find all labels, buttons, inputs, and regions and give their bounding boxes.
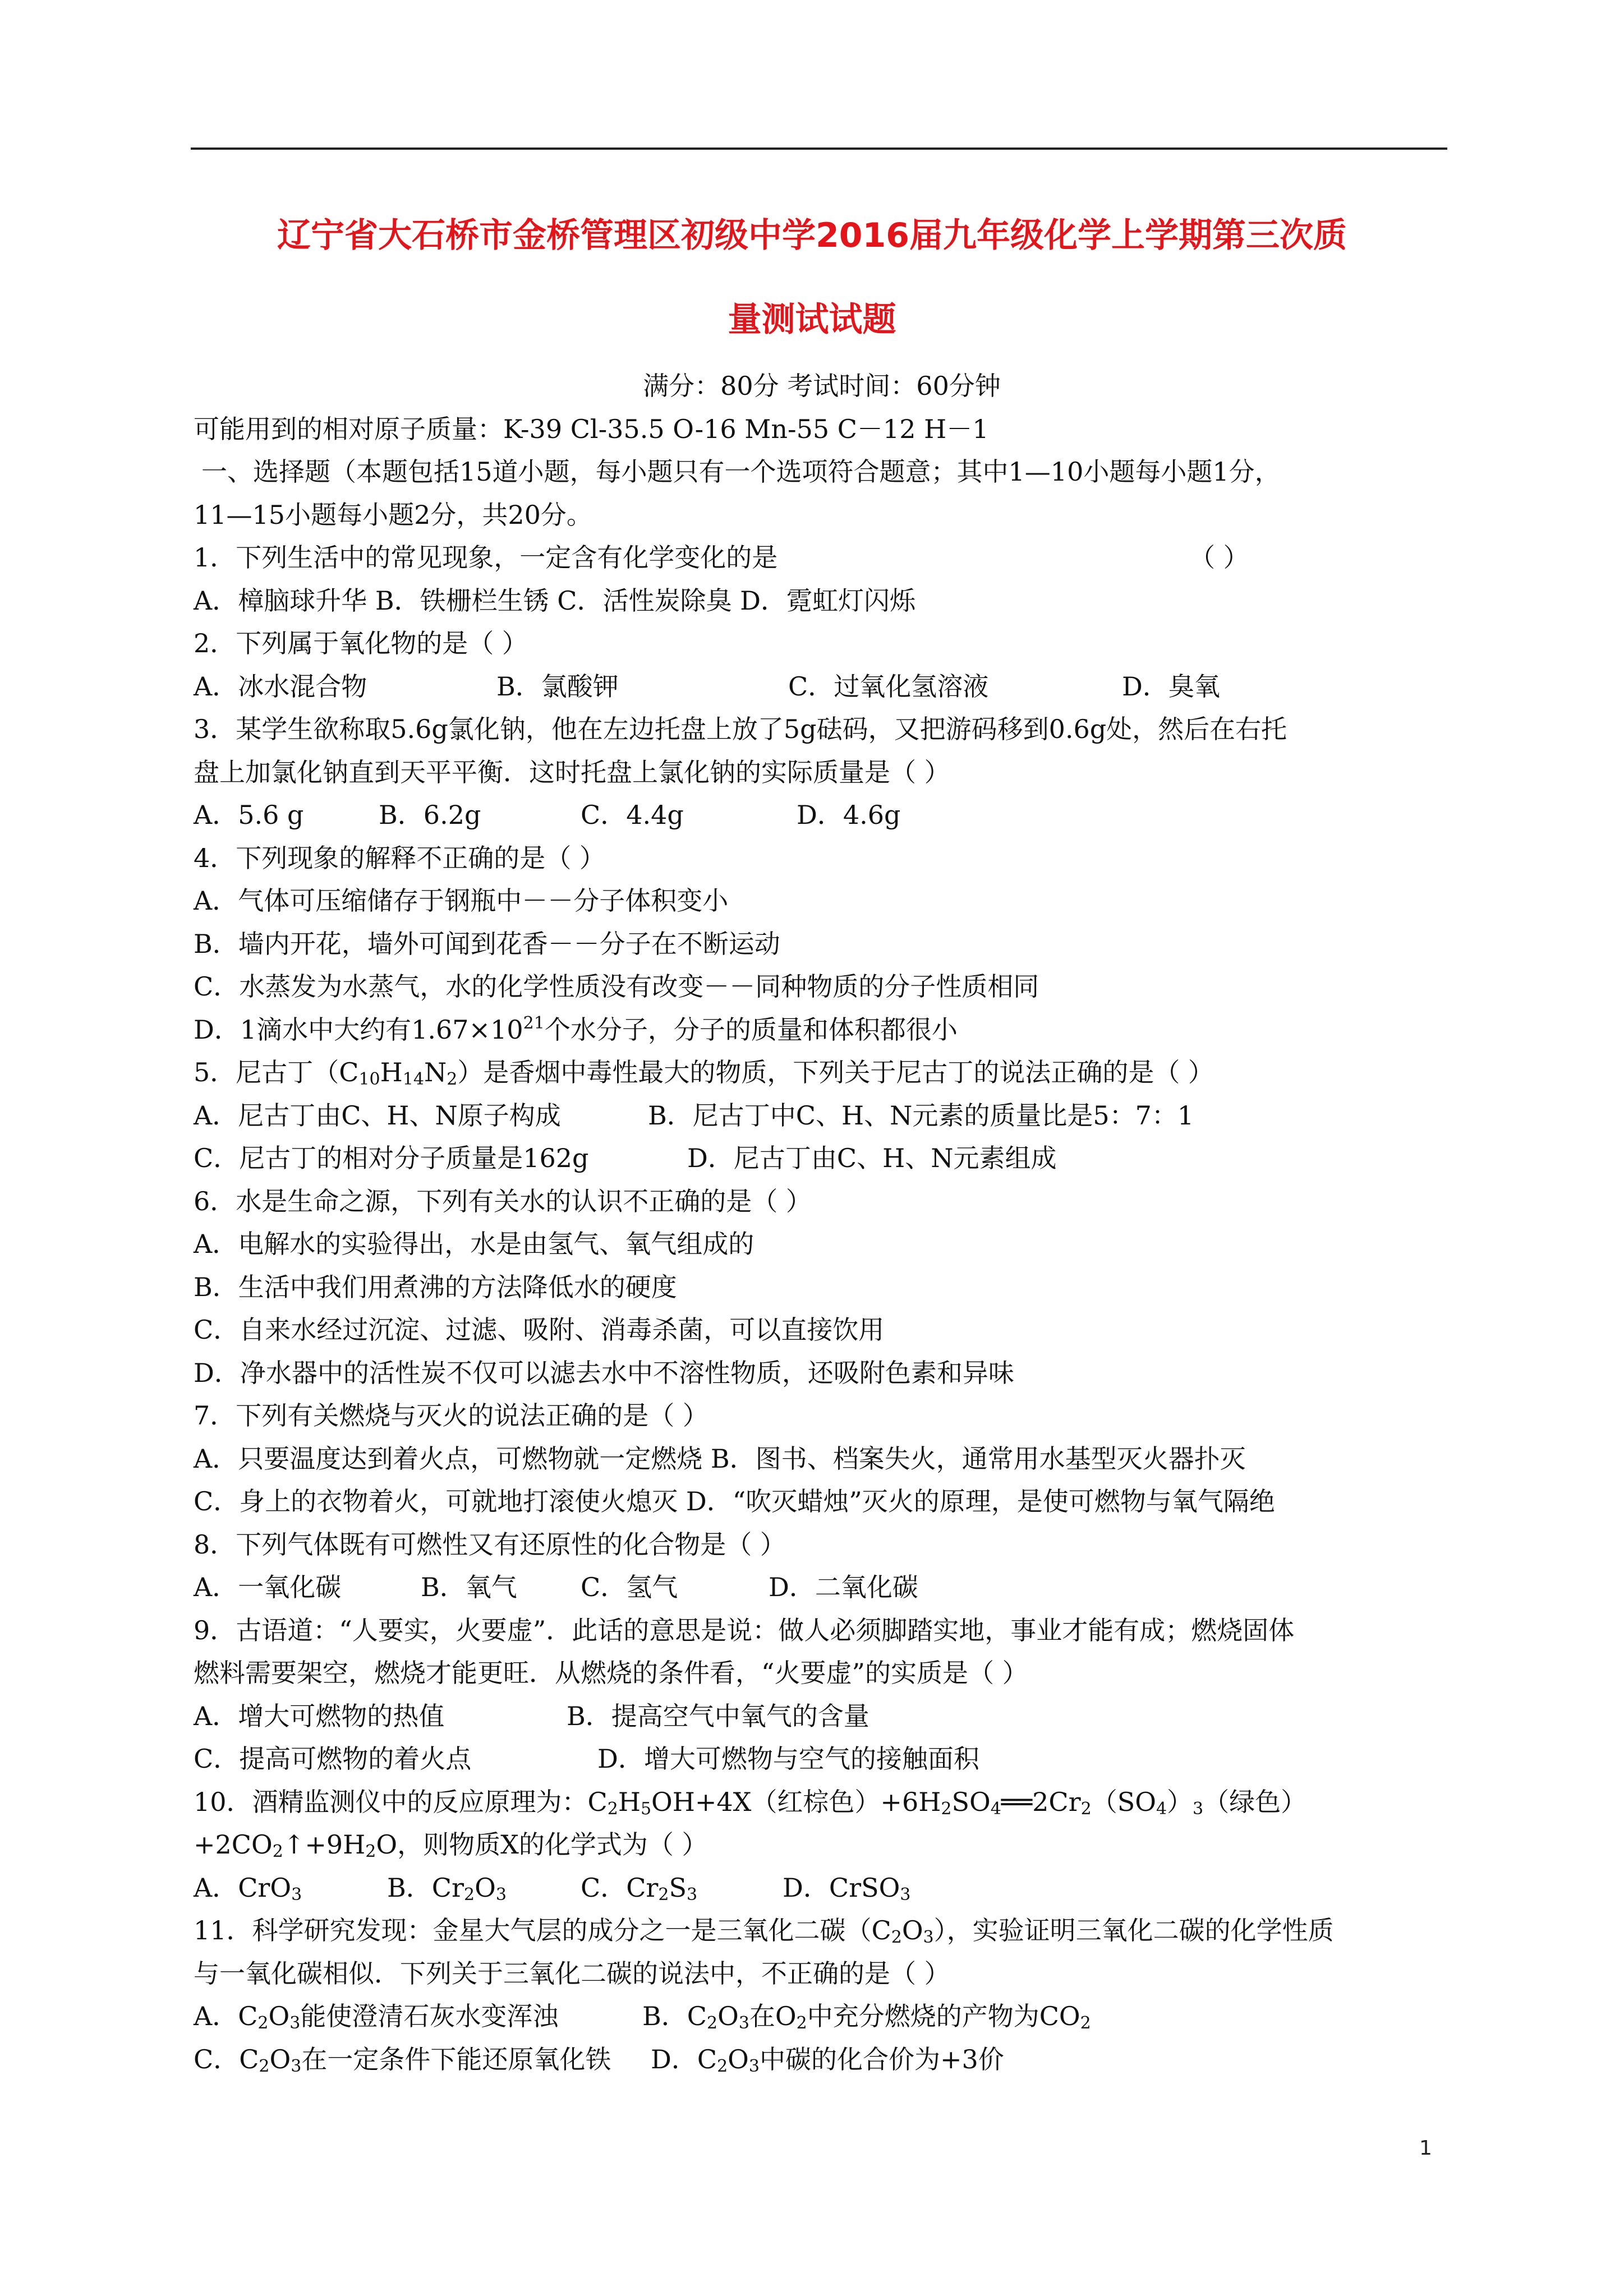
q11-text: C．C xyxy=(194,2044,259,2074)
q5-option-d: D．尼古丁由C、H、N元素组成 xyxy=(687,1143,1057,1173)
q10-text: ══2Cr xyxy=(1001,1786,1081,1817)
question-9-options-cd xyxy=(194,1737,1450,1781)
q5-sub: 10 xyxy=(358,1069,380,1089)
q7-options-cd: C．身上的衣物着火，可就地打滚使火熄灭 D．“吹灭蜡烛”灭火的原理，是使可燃物与氧气隔绝 xyxy=(194,1486,1275,1516)
q5-option-c: C．尼古丁的相对分子质量是162g xyxy=(194,1143,589,1173)
q10-text: ↑+9H xyxy=(283,1829,366,1860)
q10-sub: 2 xyxy=(272,1842,283,1861)
question-8-stem: 8．下列气体既有可燃性又有还原性的化合物是（ ） xyxy=(194,1529,786,1560)
q10-option-b xyxy=(387,1866,581,1910)
question-9-stem-1: 9．古语道：“人要实，火要虚”．此话的意思是说：做人必须脚踏实地，事业才能有成；燃烧固体 xyxy=(194,1615,1295,1645)
q10-b-text: B．Cr xyxy=(387,1872,464,1903)
q1-stem-text: 1．下列生活中的常见现象，一定含有化学变化的是 xyxy=(194,542,778,573)
q10-sub: 3 xyxy=(687,1884,698,1905)
question-11-options-ab xyxy=(194,1995,1450,2038)
q10-sub: 2 xyxy=(607,1799,618,1819)
q10-sub: 3 xyxy=(495,1884,507,1905)
question-3-options xyxy=(194,794,1450,837)
q11-text: A．C xyxy=(194,2001,258,2031)
q11-sub: 3 xyxy=(291,2056,302,2076)
q5-n: N xyxy=(424,1057,447,1087)
q10-sub: 2 xyxy=(365,1842,376,1861)
q11-text: 中充分燃烧的产物为CO xyxy=(807,2001,1080,2031)
question-4-stem: 4．下列现象的解释不正确的是（ ） xyxy=(194,842,605,873)
q11-text: O xyxy=(268,2001,290,2031)
q2-option-a: A．冰水混合物 xyxy=(194,671,367,702)
q3-option-c: C．4.4g xyxy=(581,800,684,830)
q11-text: 11．科学研究发现：金星大气层的成分之一是三氧化二碳（C xyxy=(194,1915,891,1945)
q9-option-c: C．提高可燃物的着火点 xyxy=(194,1744,472,1774)
q11-option-b xyxy=(642,2001,1091,2031)
page-number: 1 xyxy=(1419,2137,1432,2160)
q11-text: 能使澄清石灰水变浑浊 xyxy=(300,2001,559,2031)
question-10-stem-2 xyxy=(194,1823,1450,1866)
q11-text: 中碳的化合价为+3价 xyxy=(759,2044,1004,2074)
q6-option-a: A．电解水的实验得出，水是由氢气、氧气组成的 xyxy=(194,1229,755,1259)
q11-text: 在一定条件下能还原氧化铁 xyxy=(301,2044,611,2074)
q4-d-exponent: 21 xyxy=(523,1013,545,1033)
question-3-stem-2: 盘上加氯化钠直到天平平衡．这时托盘上氯化钠的实际质量是（ ） xyxy=(194,757,950,787)
q11-text: O xyxy=(717,2001,739,2031)
q10-text: SO xyxy=(951,1786,991,1817)
q10-option-c xyxy=(581,1866,783,1910)
q10-text: OH+4X（红棕色）+6H xyxy=(651,1786,941,1817)
q5-stem-text-2: ）是香烟中毒性最大的物质，下列关于尼古丁的说法正确的是（ ） xyxy=(457,1057,1214,1087)
q11-sub: 2 xyxy=(1080,2013,1091,2033)
q5-option-b: B．尼古丁中C、H、N元素的质量比是5：7：1 xyxy=(648,1100,1194,1131)
q11-text: O xyxy=(269,2044,291,2074)
q4-option-c: C．水蒸发为水蒸气，水的化学性质没有改变－－同种物质的分子性质相同 xyxy=(194,971,1039,1002)
q4-option-b: B．墙内开花，墙外可闻到花香－－分子在不断运动 xyxy=(194,928,780,959)
q10-d-text: D．CrSO xyxy=(783,1872,900,1903)
exam-info: 满分：80分 考试时间：60分钟 xyxy=(643,371,1001,401)
q10-text: +2CO xyxy=(194,1829,273,1860)
q2-option-d: D．臭氧 xyxy=(1122,671,1220,702)
section-heading-2: 11—15小题每小题2分，共20分。 xyxy=(194,499,592,530)
q8-option-d: D．二氧化碳 xyxy=(769,1572,918,1602)
atomic-masses: 可能用到的相对原子质量：K-39 Cl-35.5 O-16 Mn-55 C－12 H－1 xyxy=(194,413,989,444)
q8-option-c: C．氢气 xyxy=(581,1572,678,1602)
section-heading-1: 一、选择题（本题包括15道小题，每小题只有一个选项符合题意；其中1—10小题每小题1分， xyxy=(201,457,1281,487)
question-1-stem xyxy=(194,536,1450,579)
q11-option-a xyxy=(194,1995,642,2038)
q11-option-c xyxy=(194,2038,651,2081)
q1-answer-bracket: （ ） xyxy=(1189,542,1249,573)
question-11-options-cd xyxy=(194,2038,1450,2081)
q11-text: O xyxy=(901,1915,923,1945)
q11-sub: 2 xyxy=(891,1928,902,1947)
q10-text: O，则物质X的化学式为（ ） xyxy=(376,1829,708,1860)
q3-option-b: B．6.2g xyxy=(379,800,481,830)
q10-sub: 3 xyxy=(900,1884,911,1905)
question-10-stem-1 xyxy=(194,1781,1450,1824)
q11-text: B．C xyxy=(642,2001,707,2031)
question-9-stem-2: 燃料需要架空，燃烧才能更旺．从燃烧的条件看，“火要虚”的实质是（ ） xyxy=(194,1658,1028,1688)
q11-sub: 2 xyxy=(259,2056,270,2076)
q5-option-a: A．尼古丁由C、H、N原子构成 xyxy=(194,1100,561,1131)
q6-option-c: C．自来水经过沉淀、过滤、吸附、消毒杀菌，可以直接饮用 xyxy=(194,1315,885,1345)
q6-option-d: D．净水器中的活性炭不仅可以滤去水中不溶性物质，还吸附色素和异味 xyxy=(194,1357,1014,1388)
q2-option-c: C．过氧化氢溶液 xyxy=(788,671,989,702)
q2-option-b: B．氯酸钾 xyxy=(496,671,619,702)
q10-text: H xyxy=(618,1786,641,1817)
q4-option-a: A．气体可压缩储存于钢瓶中－－分子体积变小 xyxy=(194,886,729,916)
q11-sub: 3 xyxy=(748,2056,760,2076)
question-5-options-cd xyxy=(194,1137,1450,1180)
question-8-options xyxy=(194,1566,1450,1609)
q9-option-b: B．提高空气中氧气的含量 xyxy=(567,1700,869,1731)
question-2-stem: 2．下列属于氧化物的是（ ） xyxy=(194,628,528,658)
exam-content xyxy=(194,365,1450,2081)
q11-text: 在O xyxy=(749,2001,797,2031)
q7-options-ab: A．只要温度达到着火点，可燃物就一定燃烧 B．图书、档案失火，通常用水基型灭火器扑灭 xyxy=(194,1443,1246,1474)
exam-title-line2: 量测试试题 xyxy=(728,300,896,339)
q11-sub: 3 xyxy=(738,2013,749,2033)
q10-c-text: S xyxy=(669,1872,687,1903)
q10-a-text: A．CrO xyxy=(194,1872,292,1903)
q10-text: ） xyxy=(1167,1786,1193,1817)
q11-sub: 2 xyxy=(796,2013,807,2033)
question-7-stem: 7．下列有关燃烧与灭火的说法正确的是（ ） xyxy=(194,1400,709,1431)
question-11-stem-1 xyxy=(194,1909,1450,1952)
q4-option-d xyxy=(194,1008,1450,1052)
q5-h: H xyxy=(380,1057,403,1087)
q8-option-b: B．氧气 xyxy=(421,1572,517,1602)
q11-text: ），实验证明三氧化二碳的化学性质 xyxy=(933,1915,1334,1945)
q10-text: 10．酒精监测仪中的反应原理为：C xyxy=(194,1786,608,1817)
q10-sub: 3 xyxy=(291,1884,302,1905)
question-5-options-ab xyxy=(194,1094,1450,1137)
q5-sub: 14 xyxy=(402,1069,424,1089)
q5-stem-text: 5．尼古丁（C xyxy=(194,1057,359,1087)
q10-sub: 2 xyxy=(1080,1799,1092,1819)
q3-option-a: A．5.6 g xyxy=(194,800,304,830)
q11-sub: 2 xyxy=(257,2013,269,2033)
question-1-options: A．樟脑球升华 B．铁栅栏生锈 C．活性炭除臭 D．霓虹灯闪烁 xyxy=(194,585,915,616)
question-11-stem-2: 与一氧化碳相似．下列关于三氧化二碳的说法中，不正确的是（ ） xyxy=(194,1958,950,1989)
q11-text: O xyxy=(728,2044,749,2074)
q11-option-d xyxy=(651,2044,1004,2074)
q11-sub: 2 xyxy=(707,2013,718,2033)
q11-sub: 2 xyxy=(717,2056,728,2076)
question-9-options-ab xyxy=(194,1695,1450,1738)
q10-sub: 2 xyxy=(658,1884,669,1905)
q10-option-d xyxy=(783,1873,910,1903)
q10-c-text: C．Cr xyxy=(581,1872,659,1903)
q9-option-d: D．增大可燃物与空气的接触面积 xyxy=(597,1744,979,1774)
q4-d-text-2: 个水分子，分子的质量和体积都很小 xyxy=(544,1014,958,1045)
q11-sub: 3 xyxy=(923,1928,934,1947)
q10-sub: 3 xyxy=(1193,1799,1204,1819)
q11-text: D．C xyxy=(651,2044,717,2074)
q10-sub: 4 xyxy=(990,1799,1001,1819)
q10-sub: 4 xyxy=(1156,1799,1167,1819)
q3-option-d: D．4.6g xyxy=(797,800,901,830)
q4-d-text: D．1滴水中大约有1.67×10 xyxy=(194,1014,523,1045)
header-rule xyxy=(191,147,1447,150)
q10-sub: 2 xyxy=(941,1799,952,1819)
question-3-stem-1: 3．某学生欲称取5.6g氯化钠，他在左边托盘上放了5g砝码，又把游码移到0.6g处，然后在右托 xyxy=(194,714,1287,744)
question-10-options xyxy=(194,1866,1450,1910)
exam-title-line1: 辽宁省大石桥市金桥管理区初级中学2016届九年级化学上学期第三次质 xyxy=(277,216,1347,255)
q5-sub: 2 xyxy=(447,1069,458,1089)
q11-sub: 3 xyxy=(289,2013,301,2033)
question-5-stem xyxy=(194,1051,1450,1094)
q9-option-a: A．增大可燃物的热值 xyxy=(194,1700,445,1731)
q10-b-text: O xyxy=(475,1872,496,1903)
q10-sub: 5 xyxy=(640,1799,652,1819)
question-6-stem: 6．水是生命之源，下列有关水的认识不正确的是（ ） xyxy=(194,1186,812,1216)
q10-text: （绿色） xyxy=(1203,1786,1307,1817)
q10-sub: 2 xyxy=(464,1884,475,1905)
q10-text: （SO xyxy=(1091,1786,1156,1817)
q10-option-a xyxy=(194,1866,387,1910)
q8-option-a: A．一氧化碳 xyxy=(194,1572,342,1602)
question-2-options xyxy=(194,665,1450,708)
q6-option-b: B．生活中我们用煮沸的方法降低水的硬度 xyxy=(194,1271,677,1302)
